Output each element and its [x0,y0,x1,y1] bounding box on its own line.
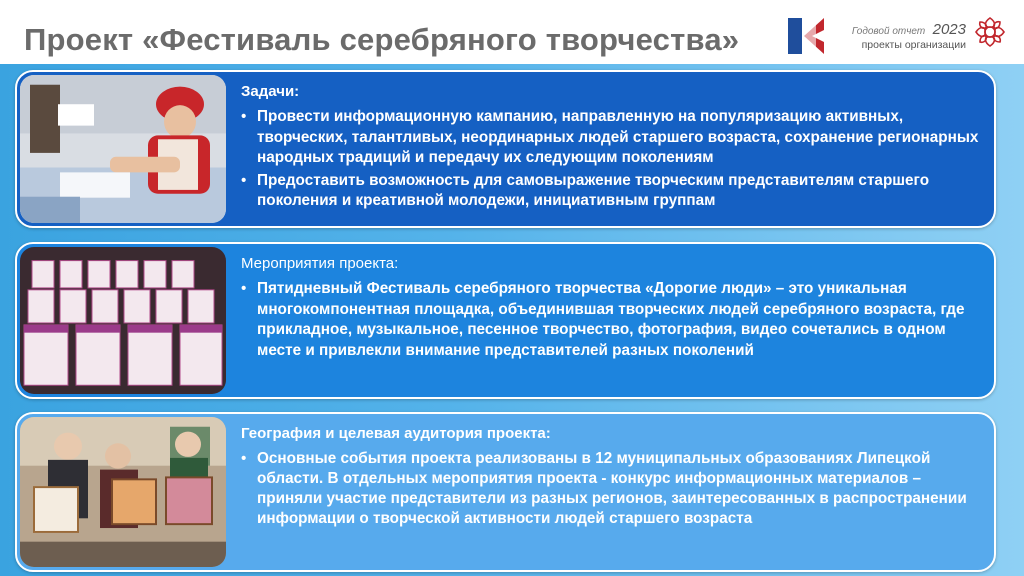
bullet-item: • Пятидневный Фестиваль серебряного творчества «Дорогие люди» – это уникальная многокомпонентная площадка, объединившая творческих людей серебряного возраста, где прикладное, музыкальное, песенное творчество, фотография, видео сочетались в одном месте и привлекли внимание представителей разных поколений [241,279,980,361]
bullet-item: • Провести информационную кампанию, направленную на популяризацию активных, творческих, талантливых, неординарных людей старшего возраста, сохранение регионарных народных традиций и передачу их следующим поколениям [241,107,980,169]
diplomas-photo [20,247,226,394]
report-subtitle: проекты организации [861,39,966,51]
section-heading: Мероприятия проекта: [241,255,399,272]
section-heading: География и целевая аудитория проекта: [241,425,551,442]
annual-report-label [852,22,966,51]
bullet-list [241,449,980,529]
women-with-paintings-photo [20,417,226,567]
report-year: 2023 [932,21,966,38]
bullet-list [241,107,980,212]
brand-logo-icon [786,16,826,56]
section-card-events [15,242,996,399]
page-title: Проект «Фестиваль серебряного творчества» [24,22,740,57]
bullet-item: • Основные события проекта реализованы в 12 муниципальных образованиях Липецкой области. В отдельных мероприятия проекта - конкурс информационных материалов – приняли участие представители из разных регионов, заинтересованных в распространении информации о творческой активности людей старшего возраста [241,449,980,529]
section-content [241,424,980,531]
section-card-geography [15,412,996,572]
bullet-list [241,279,980,361]
woman-crafting-photo [20,75,226,223]
section-heading: Задачи: [241,83,300,100]
section-card-tasks [15,70,996,228]
flower-logo-icon [968,10,1012,54]
section-content [241,82,980,214]
bullet-item: • Предоставить возможность для самовыражение творческим представителям старшего поколения и креативной молодежи, инициативным группам [241,171,980,212]
report-label: Годовой отчет [851,26,926,37]
section-content [241,254,980,363]
